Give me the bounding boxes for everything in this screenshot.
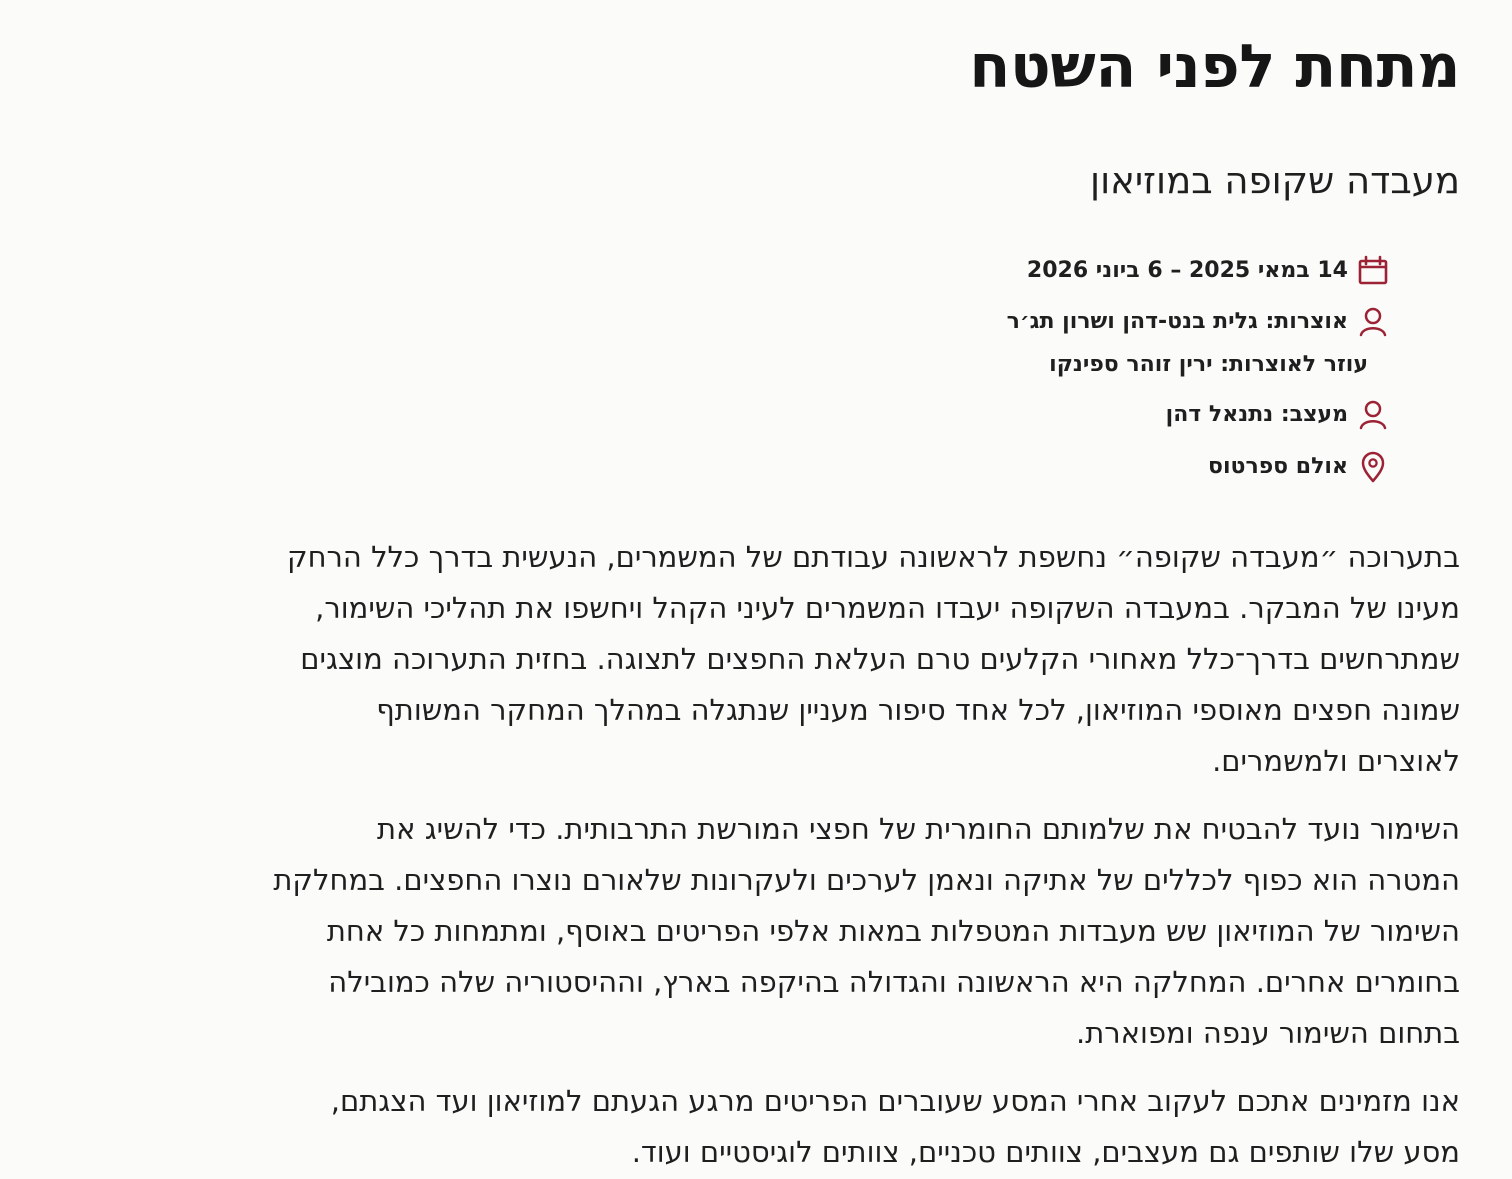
date-row <box>1027 254 1390 288</box>
exhibition-dates: 14 במאי 2025 – 6 ביוני 2026 <box>1026 257 1348 283</box>
paragraph-3-line: אנו מזמינים אתכם לעקוב אחרי המסע שעוברים הפריטים מרגע הגעתם למוזיאון ועד הצגתם, <box>330 1084 1460 1118</box>
paragraph-1-line: שמתרחשים בדרך־כלל מאחורי הקלעים טרם העלאת החפצים לתצוגה. בחזית התערוכה מוצגים <box>300 642 1460 676</box>
assistant-curator-text: עוזר לאוצרות: ירין זוהר ספינקו <box>1049 352 1368 377</box>
paragraph-2-line: בתחום השימור ענפה ומפוארת. <box>1076 1016 1460 1050</box>
paragraph-1-line: שמונה חפצים מאוספי המוזיאון, לכל אחד סיפור מעניין שנתגלה במהלך המחקר המשותף <box>376 693 1460 727</box>
paragraph-1-line: לאוצרים ולמשמרים. <box>1212 744 1460 778</box>
paragraph-1 <box>50 532 1460 787</box>
page-subtitle: מעבדה שקופה במוזיאון <box>1090 159 1460 202</box>
paragraph-1-line: מעינו של המבקר. במעבדה השקופה יעבדו המשמרים לעיני הקהל ויחשפו את תהליכי השימור, <box>315 591 1460 625</box>
paragraph-2-line: השימור נועד להבטיח את שלמותם החומרית של חפצי המורשת התרבותית. כדי להשיג את <box>377 812 1460 846</box>
paragraph-2-line: בחומרים אחרים. המחלקה היא הראשונה והגדולה בהיקפה בארץ, וההיסטוריה שלה כמובילה <box>328 965 1460 999</box>
calendar-icon <box>1356 254 1390 288</box>
curators-row <box>1007 305 1390 339</box>
person-icon <box>1356 398 1390 432</box>
paragraph-3-line: מסע שלו שותפים גם מעצבים, צוותים טכניים, צוותים לוגיסטיים ועוד. <box>631 1135 1460 1169</box>
page-title: מתחת לפני השטח <box>969 32 1460 102</box>
designer-row <box>1166 398 1390 432</box>
location-row <box>1208 450 1390 484</box>
paragraph-2-line: המטרה הוא כפוף לכללים של אתיקה ונאמן לערכים ולעקרונות שלאורם נוצרו החפצים. במחלקת <box>273 863 1460 897</box>
paragraph-2 <box>50 804 1460 1059</box>
person-icon <box>1356 305 1390 339</box>
paragraph-3 <box>50 1076 1460 1178</box>
map-pin-icon <box>1356 450 1390 484</box>
designer-text: מעצב: נתנאל דהן <box>1165 401 1348 427</box>
paragraph-1-line: בתערוכה ״מעבדה שקופה״ נחשפת לראשונה עבודתם של המשמרים, הנעשית בדרך כלל הרחק <box>287 540 1460 574</box>
curators-text: אוצרות: גלית בנט-דהן ושרון תג׳ר <box>1006 308 1348 334</box>
paragraph-2-line: השימור של המוזיאון שש מעבדות המטפלות במאות אלפי הפריטים באוסף, ומתמחות כל אחת <box>326 914 1460 948</box>
location-text: אולם ספרטוס <box>1208 453 1348 479</box>
